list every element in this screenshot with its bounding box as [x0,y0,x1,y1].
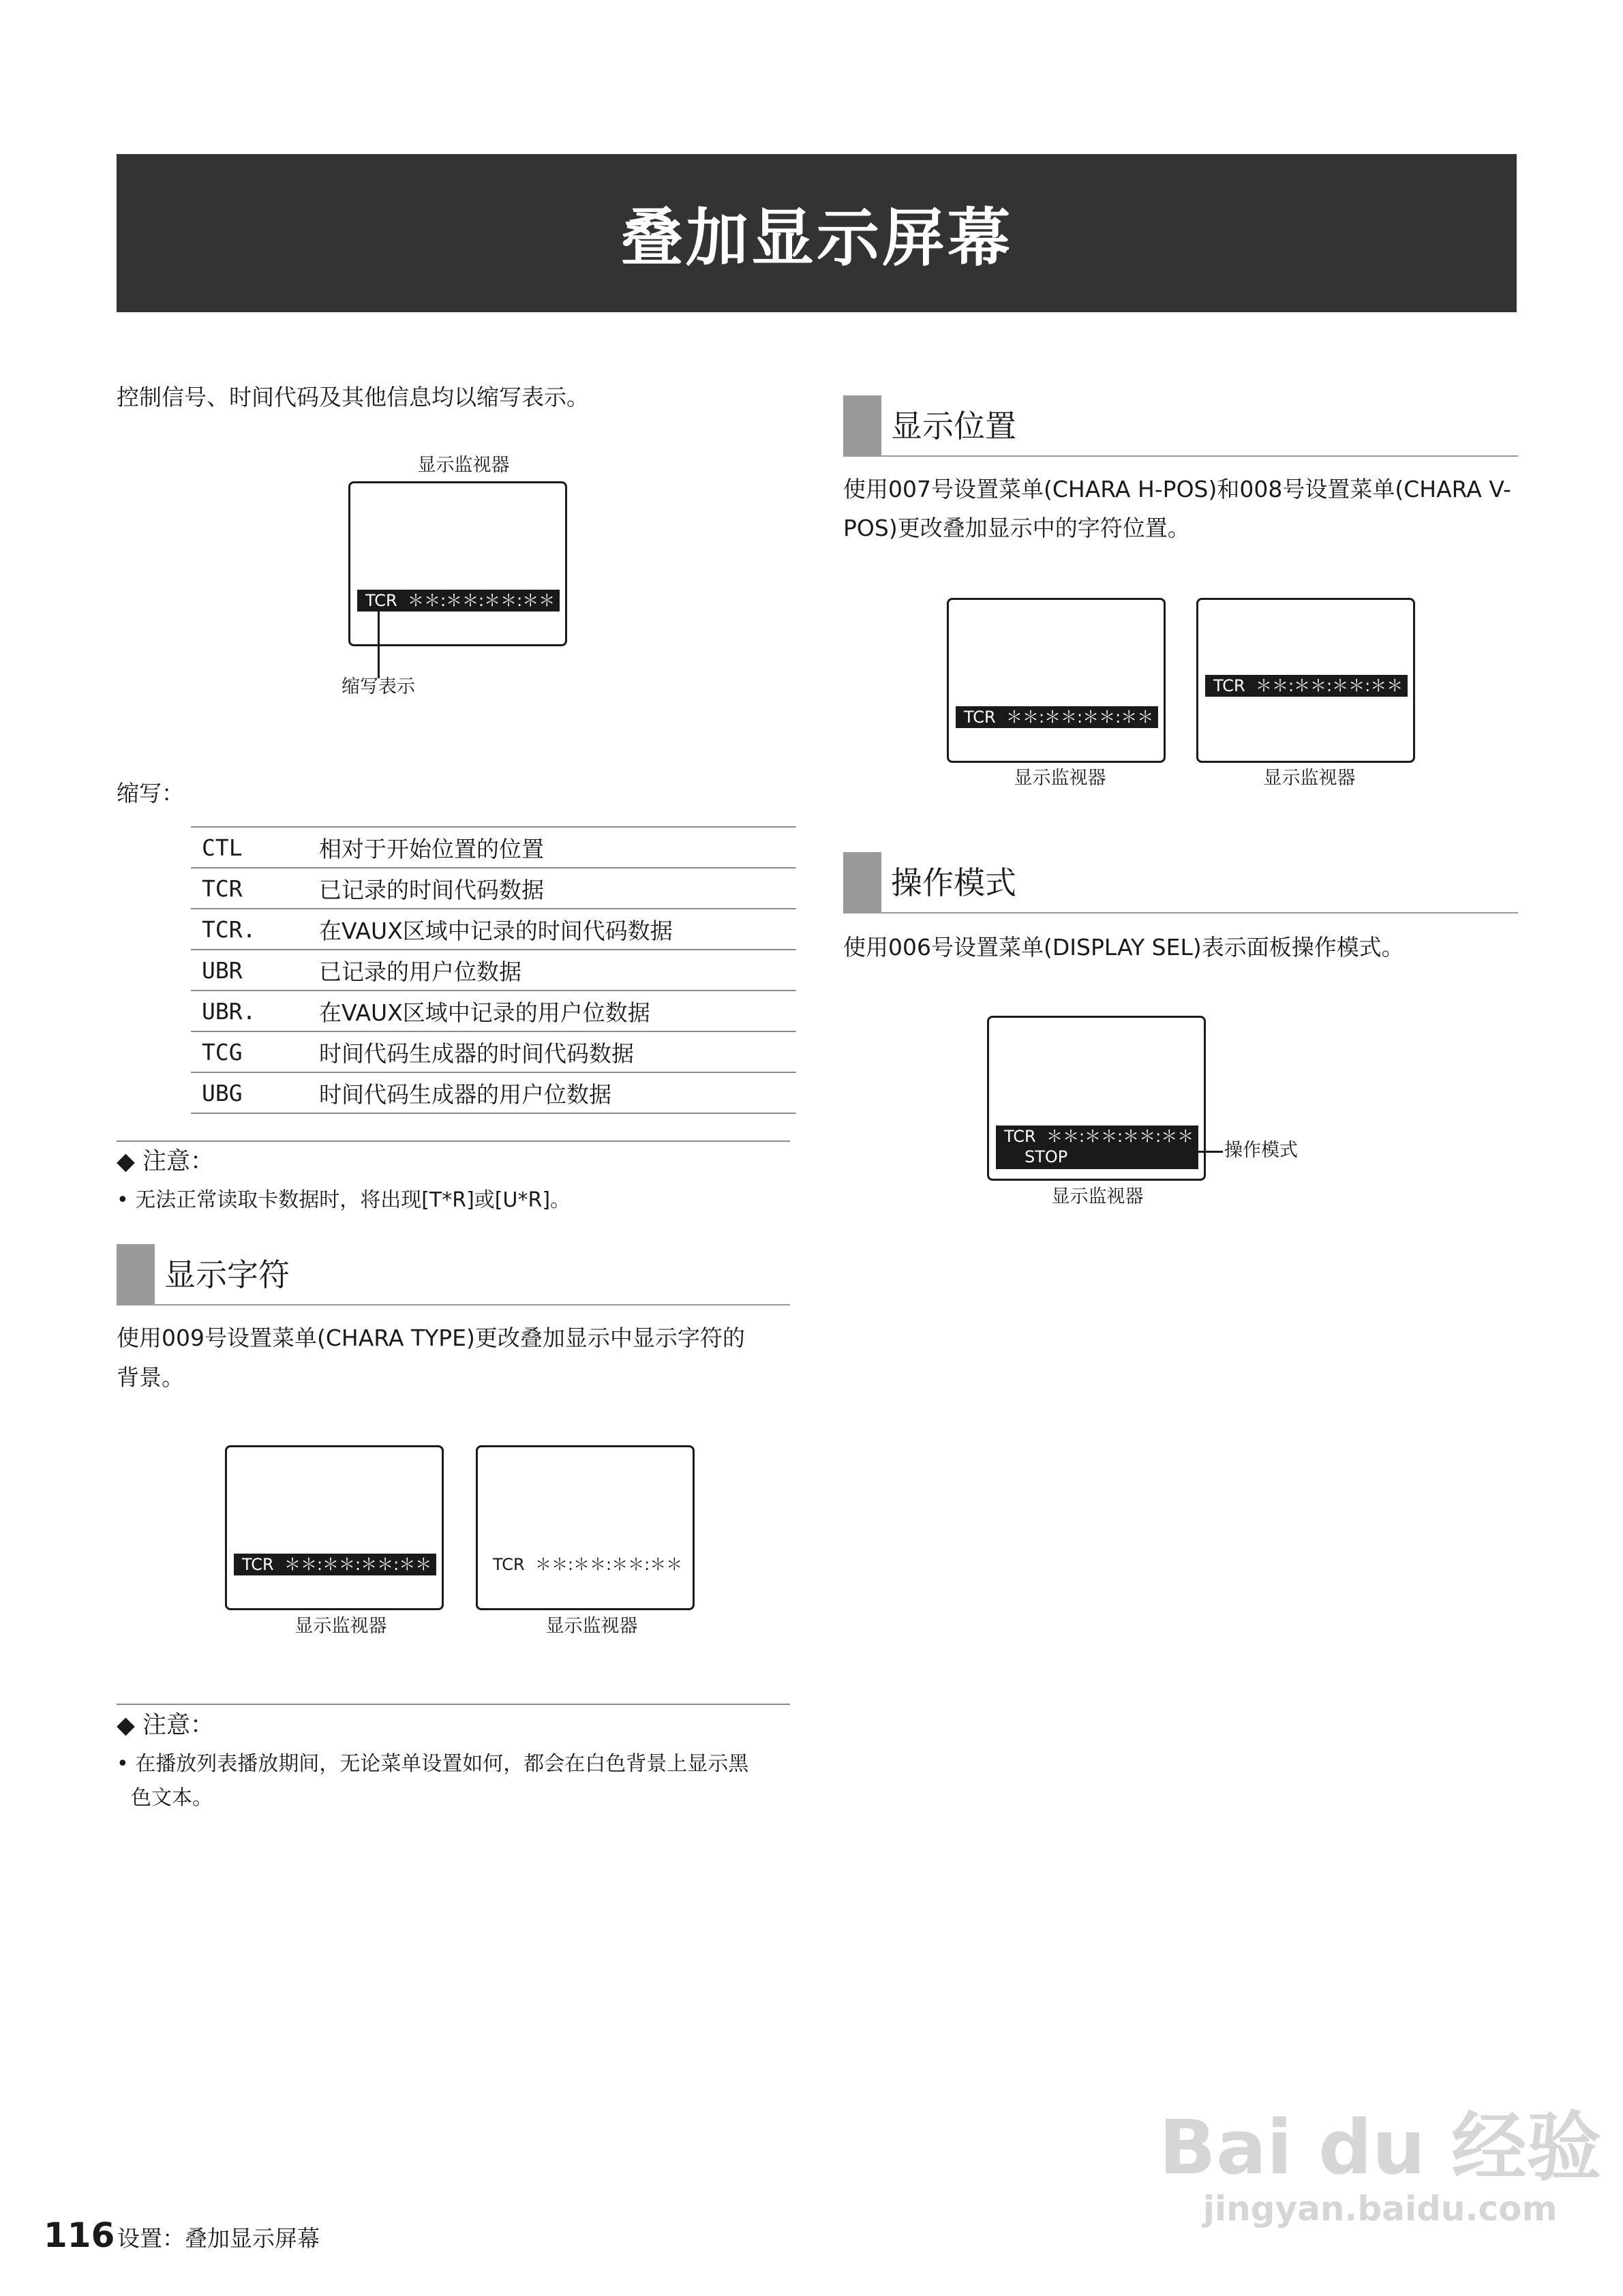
section-text-line2: 背景。 [117,1364,184,1391]
abbr-code: CTL [191,827,319,868]
abbr-code: TCG [191,1031,319,1072]
note-item-line1: • 在播放列表播放期间，无论菜单设置如何，都会在白色背景上显示黑 [117,1752,749,1776]
table-row [191,991,796,1031]
note-item: • 无法正常读取卡数据时，将出现[T*R]或[U*R]。 [117,1188,571,1212]
monitor-label-main: 显示监视器 [417,455,510,476]
callout-label-mode: 操作模式 [1224,1140,1298,1161]
note-heading: ◆ 注意： [117,1712,215,1739]
section-text-line1: 使用007号设置菜单(CHARA H-POS)和008号设置菜单(CHARA V- [843,476,1511,502]
monitor-mode [987,1016,1206,1181]
timecode-bar: TCR ＊＊:＊＊:＊＊:＊＊ [234,1554,436,1575]
abbr-desc: 已记录的用户位数据 [319,950,796,991]
monitor-label: 显示监视器 [294,1616,387,1637]
timecode-bar: TCR ＊＊:＊＊:＊＊:＊＊ [996,1126,1198,1147]
watermark-logo: Bai du 经验 [1159,2104,1602,2191]
note-divider [117,1141,790,1142]
page-title: 叠加显示屏幕 [117,154,1517,312]
note-divider [117,1704,790,1705]
abbr-code: UBG [191,1072,319,1113]
table-row [191,950,796,991]
section-title: 显示位置 [891,408,1016,444]
abbr-code: UBR [191,950,319,991]
mode-bar [996,1126,1198,1169]
section-header-position [843,395,1518,457]
monitor-chars-black [225,1445,444,1610]
monitor-label: 显示监视器 [1014,768,1106,789]
abbr-code: UBR. [191,991,319,1031]
abbr-table [191,826,796,1114]
section-title: 显示字符 [164,1256,290,1293]
table-row [191,909,796,950]
section-marker [117,1244,155,1304]
table-row [191,1031,796,1072]
monitor-chars-plain [476,1445,695,1610]
section-text: 使用006号设置菜单(DISPLAY SEL)表示面板操作模式。 [843,934,1404,961]
monitor-position-bottom [947,598,1166,763]
page-number: 116 [44,2216,115,2255]
abbr-desc: 已记录的时间代码数据 [319,868,796,909]
callout-line [378,610,380,678]
monitor-label: 显示监视器 [1051,1186,1144,1207]
timecode-text: TCR ＊＊:＊＊:＊＊:＊＊ [493,1555,683,1574]
abbr-code: TCR. [191,909,319,950]
section-marker [843,852,881,912]
section-title: 操作模式 [891,864,1016,901]
abbr-desc: 时间代码生成器的时间代码数据 [319,1031,796,1072]
section-text-line2: POS)更改叠加显示中的字符位置。 [843,515,1190,541]
timecode-bar: TCR ＊＊:＊＊:＊＊:＊＊ [1205,675,1408,697]
monitor-label: 显示监视器 [545,1616,638,1637]
baidu-watermark [1159,2106,1601,2229]
note-heading: ◆ 注意： [117,1148,215,1175]
monitor-position-top [1196,598,1415,763]
abbr-code: TCR [191,868,319,909]
timecode-bar: TCR ＊＊:＊＊:＊＊:＊＊ [956,706,1158,728]
section-text-line1: 使用009号设置菜单(CHARA TYPE)更改叠加显示中显示字符的 [117,1325,745,1351]
abbr-desc: 在VAUX区域中记录的用户位数据 [319,991,796,1031]
timecode-bar: TCR ＊＊:＊＊:＊＊:＊＊ [357,590,560,611]
mode-stop-text: STOP [1016,1146,1161,1168]
monitor-label: 显示监视器 [1263,768,1356,789]
section-marker [843,395,881,455]
abbr-desc: 在VAUX区域中记录的时间代码数据 [319,909,796,950]
section-header-mode [843,852,1518,913]
monitor-main [348,481,567,646]
callout-label-abbr: 缩写表示 [342,676,415,697]
table-row [191,1072,796,1113]
section-header-chars [117,1244,790,1305]
table-row [191,868,796,909]
footer-breadcrumb: 设置：叠加显示屏幕 [117,2225,320,2252]
abbr-desc: 时间代码生成器的用户位数据 [319,1072,796,1113]
intro-text: 控制信号、时间代码及其他信息均以缩写表示。 [117,384,589,410]
abbr-heading: 缩写： [117,780,184,806]
watermark-url: jingyan.baidu.com [1202,2189,1558,2229]
abbr-desc: 相对于开始位置的位置 [319,827,796,868]
note-item-line2: 色文本。 [131,1786,213,1810]
callout-line [1193,1151,1223,1153]
table-row [191,827,796,868]
